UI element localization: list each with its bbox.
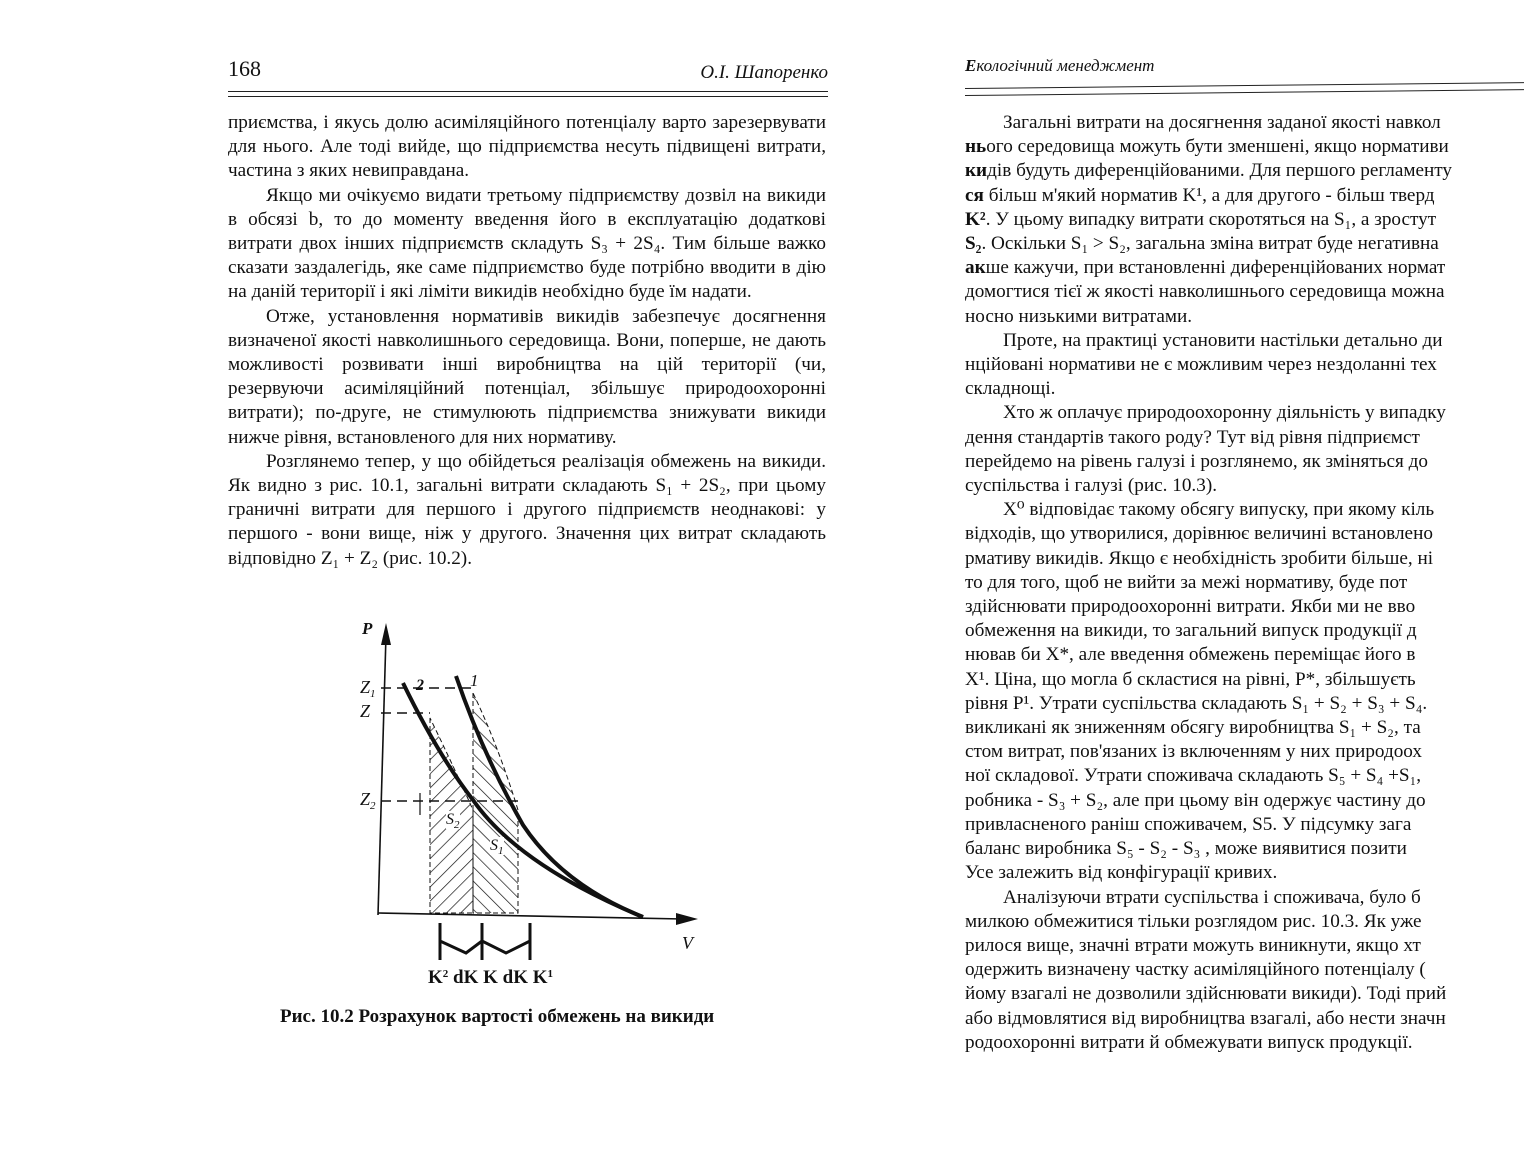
text-line xyxy=(965,861,1524,885)
text-line xyxy=(965,159,1524,183)
paragraph: Розглянемо тепер, у що обійдеться реалізація обмежень на викиди. Як видно з рис. 10.1, загальні витрати складають S₁ + 2S₂, при цьому граничні витрати для першого і другого підприємств неоднакові: у першого - вони вище, ніж у другого. Значення цих витрат складають відповідно Z₁ + Z₂ (рис. 10.2). xyxy=(228,450,826,569)
header-rule-thin xyxy=(228,96,828,97)
text-line xyxy=(965,184,1524,208)
paragraph-text: Якщо ми очікуємо видати третьому підприємству дозвіл на викиди в обсязі b, то до моменту введення його в експлуатацію додаткові витрати двох інших підприємств складуть xyxy=(228,184,826,255)
text-line xyxy=(965,837,1524,861)
running-head-left xyxy=(228,56,828,86)
line-text: перейдемо на рівень галузі і розглянемо, як зміняться до xyxy=(965,450,1428,472)
line-text: родоохоронні витрати й обмежувати випуск продукції. xyxy=(965,1031,1413,1053)
line-text: або відмовлятися від виробництва взагалі, або нести значн xyxy=(965,1007,1446,1029)
line-text: домогтися тієї ж якості навколишнього середовища можна xyxy=(965,281,1445,303)
header-rule-thin xyxy=(965,89,1524,96)
z-label: Z xyxy=(360,701,371,721)
line-text: дення стандартів такого роду? Тут від рівня підприємст xyxy=(965,426,1420,448)
text-line xyxy=(965,353,1524,377)
x-axis-arrow xyxy=(676,913,698,925)
text-line xyxy=(965,1031,1524,1055)
line-lead: K² xyxy=(965,208,986,230)
line-text: здійснювати природоохоронні витрати. Якби ми не вво xyxy=(965,596,1416,618)
paragraph: приємства, і якусь долю асиміляційного потенціалу варто зарезервувати для нього. Але тоді вийде, що підприємства несуть підвищені витрати, частина з яких невиправдана. xyxy=(228,112,826,182)
text-line xyxy=(965,280,1524,304)
text-line xyxy=(965,547,1524,571)
line-text: одержить визначену частку асиміляційного потенціалу ( xyxy=(965,959,1426,981)
line-lead: S₂ xyxy=(965,233,982,255)
left-body-text xyxy=(228,111,826,571)
text-line xyxy=(965,910,1524,934)
right-body-text xyxy=(965,111,1524,1055)
z1-label: $Z_1$ xyxy=(360,677,376,700)
line-text: нційовані нормативи не є можливим через нездоланні тех xyxy=(965,354,1437,376)
line-text: суспільства і галузі (рис. 10.3). xyxy=(965,475,1218,497)
y-axis-label: P xyxy=(362,619,373,638)
curve-1-label: 1 xyxy=(470,671,479,690)
line-text: йому взагалі не дозволили здійснювати викиди). Тоді прий xyxy=(965,983,1447,1005)
running-title: Екологічний менеджмент xyxy=(965,56,1155,75)
line-text: ого середовища можуть бути зменшені, якщо нормативи xyxy=(986,136,1449,158)
line-text: відходів, що утворилися, дорівнює величині встановлено xyxy=(965,523,1433,545)
text-line xyxy=(965,958,1524,982)
line-text: Усе залежить від конфігурації кривих. xyxy=(965,862,1278,884)
line-text: стом витрат, пов'язаних із включенням у них природоох xyxy=(965,741,1423,763)
text-line xyxy=(965,111,1524,135)
line-text: Проте, на практиці установити настільки детально ди xyxy=(1003,329,1443,351)
page-number: 168 xyxy=(228,56,261,81)
line-text: нював би X*, але введення обмежень переміщає його в xyxy=(965,644,1416,666)
y-axis-arrow xyxy=(381,623,391,645)
z2-label: $Z_2$ xyxy=(360,789,376,812)
text-line xyxy=(965,813,1524,837)
text-line xyxy=(965,232,1524,256)
k-bracket-label: $K^2$ dK K dK $K^1$ xyxy=(428,967,554,988)
text-line xyxy=(965,377,1524,401)
area-s2-label: $S_2$ xyxy=(446,811,460,831)
text-line xyxy=(965,498,1524,522)
text-line xyxy=(965,1007,1524,1031)
figure-caption: Рис. 10.2 Розрахунок вартості обмежень на викиди xyxy=(280,1006,715,1027)
paragraph-text: Тим більше важко сказати заздалегідь, яке саме підприємство буде потрібно вводити в дію на даній території і які ліміти викидів необхідно буде їм надати. xyxy=(228,233,826,303)
text-line xyxy=(965,450,1524,474)
text-line xyxy=(965,982,1524,1006)
text-line xyxy=(965,571,1524,595)
line-text: більш м'який норматив K¹, а для другого - більш тверд xyxy=(983,184,1435,206)
header-rule xyxy=(228,91,828,92)
text-line xyxy=(965,401,1524,425)
line-text: рмативу викидів. Якщо є необхідність зробити більше, ні xyxy=(965,547,1434,569)
text-line xyxy=(965,135,1524,159)
line-text: . У цьому випадку витрати скоротяться на S₁, а зростут xyxy=(985,208,1437,230)
line-lead: нь xyxy=(965,136,987,158)
text-line xyxy=(965,692,1524,716)
line-text: X¹. Ціна, що могла б скластися на рівні, P*, збільшуєть xyxy=(965,668,1416,690)
text-line xyxy=(965,934,1524,958)
text-line xyxy=(965,619,1524,643)
line-lead: ак xyxy=(965,257,986,279)
text-line xyxy=(965,474,1524,498)
line-text: Хто ж оплачує природоохоронну діяльність у випадку xyxy=(1003,402,1446,424)
line-text: дів будуть диференційованими. Для першого регламенту xyxy=(987,160,1453,182)
curve-2-label: 2 xyxy=(416,677,424,694)
paragraph xyxy=(228,184,826,305)
line-text: викликані як зниженням обсягу виробництва S₁ + S₂, та xyxy=(965,717,1421,739)
text-line xyxy=(965,208,1524,232)
line-text: ше кажучи, при встановленні диференційованих нормат xyxy=(985,257,1446,279)
line-text: милкою обмежитися тільки розглядом рис. 10.3. Як уже xyxy=(965,910,1422,932)
line-text: Аналізуючи втрати суспільства і споживача, було б xyxy=(1003,886,1421,908)
line-text: привласненого раніш споживачем, S5. У підсумку зага xyxy=(965,813,1412,835)
text-line xyxy=(965,764,1524,788)
line-text: . Оскільки S₁ > S₂, загальна зміна витрат буде негативна xyxy=(981,233,1439,255)
line-text: то для того, щоб не вийти за межі нормативу, буде пот xyxy=(965,571,1408,593)
text-line xyxy=(965,329,1524,353)
text-line xyxy=(965,789,1524,813)
text-line xyxy=(965,305,1524,329)
text-line xyxy=(965,426,1524,450)
text-line xyxy=(965,256,1524,280)
formula: S₃ + 2S₄. xyxy=(590,233,666,255)
k-bracket xyxy=(440,923,530,960)
text-line xyxy=(965,595,1524,619)
text-line xyxy=(965,643,1524,667)
line-text: рівня P¹. Утрати суспільства складають S₁ + S₂ + S₃ + S₄. xyxy=(965,692,1428,714)
text-line xyxy=(965,716,1524,740)
text-line xyxy=(965,740,1524,764)
text-line xyxy=(965,522,1524,546)
paragraph: Отже, установлення нормативів викидів забезпечує досягнення визначеної якості навколишнього середовища. Вони, поперше, не дають можливості розвивати інші виробництва на цій території (чи, резервуючи асиміляційний потенціал, збільшує природоохоронні витрати); по-друге, не стимулюють підприємства знижувати викиди нижче рівня, встановленого для них нормативу. xyxy=(228,305,826,448)
line-text: носно низькими витратами. xyxy=(965,305,1193,327)
line-text: ної складової. Утрати споживача складають S₅ + S₄ +S₁, xyxy=(965,765,1422,787)
line-text: баланс виробника S₅ - S₂ - S₃ , може виявитися позити xyxy=(965,838,1407,860)
cost-curves-diagram xyxy=(348,615,708,995)
y-axis xyxy=(378,635,386,915)
line-text: рилося вище, значні втрати можуть виникнути, якщо хт xyxy=(965,934,1421,956)
text-line xyxy=(965,668,1524,692)
x-axis-label: V xyxy=(682,933,693,953)
running-title: О.І. Шапоренко xyxy=(700,62,828,83)
line-text: робника - S₃ + S₂, але при цьому він одержує частину до xyxy=(965,789,1426,811)
line-lead: ки xyxy=(965,160,988,182)
figure-10-2 xyxy=(348,615,708,995)
line-text: X⁰ відповідає такому обсягу випуску, при якому кіль xyxy=(1003,499,1435,521)
line-text: складнощі. xyxy=(965,378,1056,400)
line-text: обмеження на викиди, то загальний випуск продукції д xyxy=(965,620,1417,642)
line-text: Загальні витрати на досягнення заданої якості навкол xyxy=(1003,112,1441,133)
running-head-right xyxy=(965,56,1524,86)
line-lead: ся xyxy=(965,184,984,206)
text-line xyxy=(965,886,1524,910)
area-s1-label: $S_1$ xyxy=(490,837,504,857)
